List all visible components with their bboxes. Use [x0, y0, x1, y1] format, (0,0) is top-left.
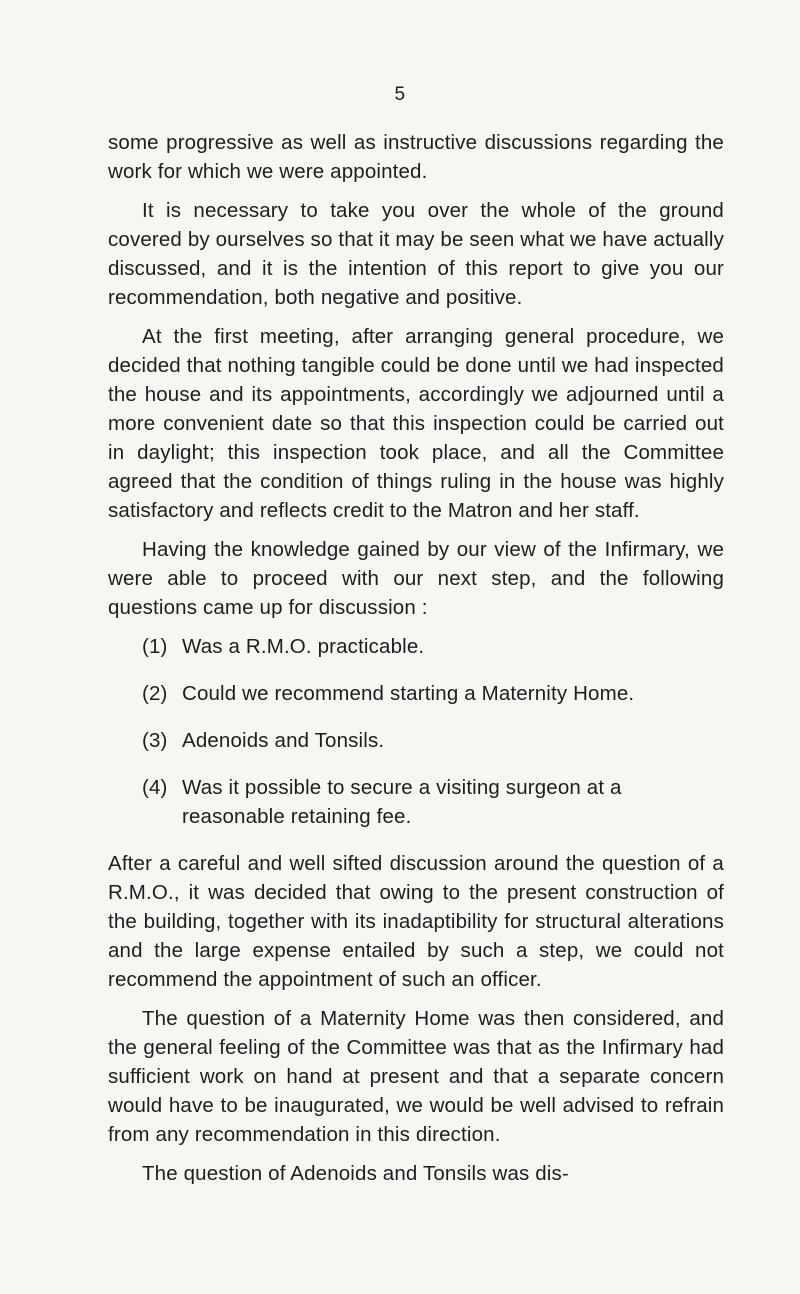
- question-text: Was it possible to secure a visiting surgeon at a reasonable retaining fee.: [182, 776, 622, 828]
- question-number: (1): [142, 635, 168, 658]
- question-item: [108, 773, 724, 831]
- paragraph: Having the knowledge gained by our view of the Infirmary, we were able to proceed with our next step, and the following questions came up for discussion :: [108, 538, 724, 619]
- question-text: Adenoids and Tonsils.: [182, 729, 385, 752]
- question-item: [108, 679, 724, 708]
- paragraph: some progressive as well as instructive discussions regarding the work for which we were appointed.: [108, 131, 724, 183]
- question-number: (2): [142, 682, 168, 705]
- question-item: [108, 726, 724, 755]
- question-text: Was a R.M.O. practicable.: [182, 635, 425, 658]
- paragraph: It is necessary to take you over the whole of the ground covered by ourselves so that it may be seen what we have actually discussed, and it is the intention of this report to give you our recommendation, both negative and positive.: [108, 199, 724, 309]
- question-item: [108, 632, 724, 661]
- question-list: [108, 632, 724, 831]
- question-text: Could we recommend starting a Maternity Home.: [182, 682, 635, 705]
- paragraph: The question of Adenoids and Tonsils was dis-: [142, 1162, 569, 1185]
- page-number: 5: [394, 84, 406, 105]
- body-text: [108, 128, 724, 1198]
- question-number: (3): [142, 729, 168, 752]
- paragraphs-before: [108, 128, 724, 622]
- paragraph: The question of a Maternity Home was then considered, and the general feeling of the Committee was that as the Infirmary had sufficient work on hand at present and that a separate concern would have to be inaugurated, we would be well advised to refrain from any recommendation in this direction.: [108, 1007, 724, 1146]
- paragraph: After a careful and well sifted discussion around the question of a R.M.O., it was decided that owing to the present construction of the building, together with its inadaptibility for structural alterations and the large expense entailed by such a step, we could not recommend the appointment of such an officer.: [108, 852, 724, 991]
- paragraphs-after: [108, 849, 724, 1188]
- question-number: (4): [142, 776, 168, 799]
- paragraph: At the first meeting, after arranging general procedure, we decided that nothing tangible could be done until we had inspected the house and its appointments, accordingly we adjourned until a more convenient date so that this inspection could be carried out in daylight; this inspection took place, and all the Committee agreed that the condition of things ruling in the house was highly satisfactory and reflects credit to the Matron and her staff.: [108, 325, 724, 522]
